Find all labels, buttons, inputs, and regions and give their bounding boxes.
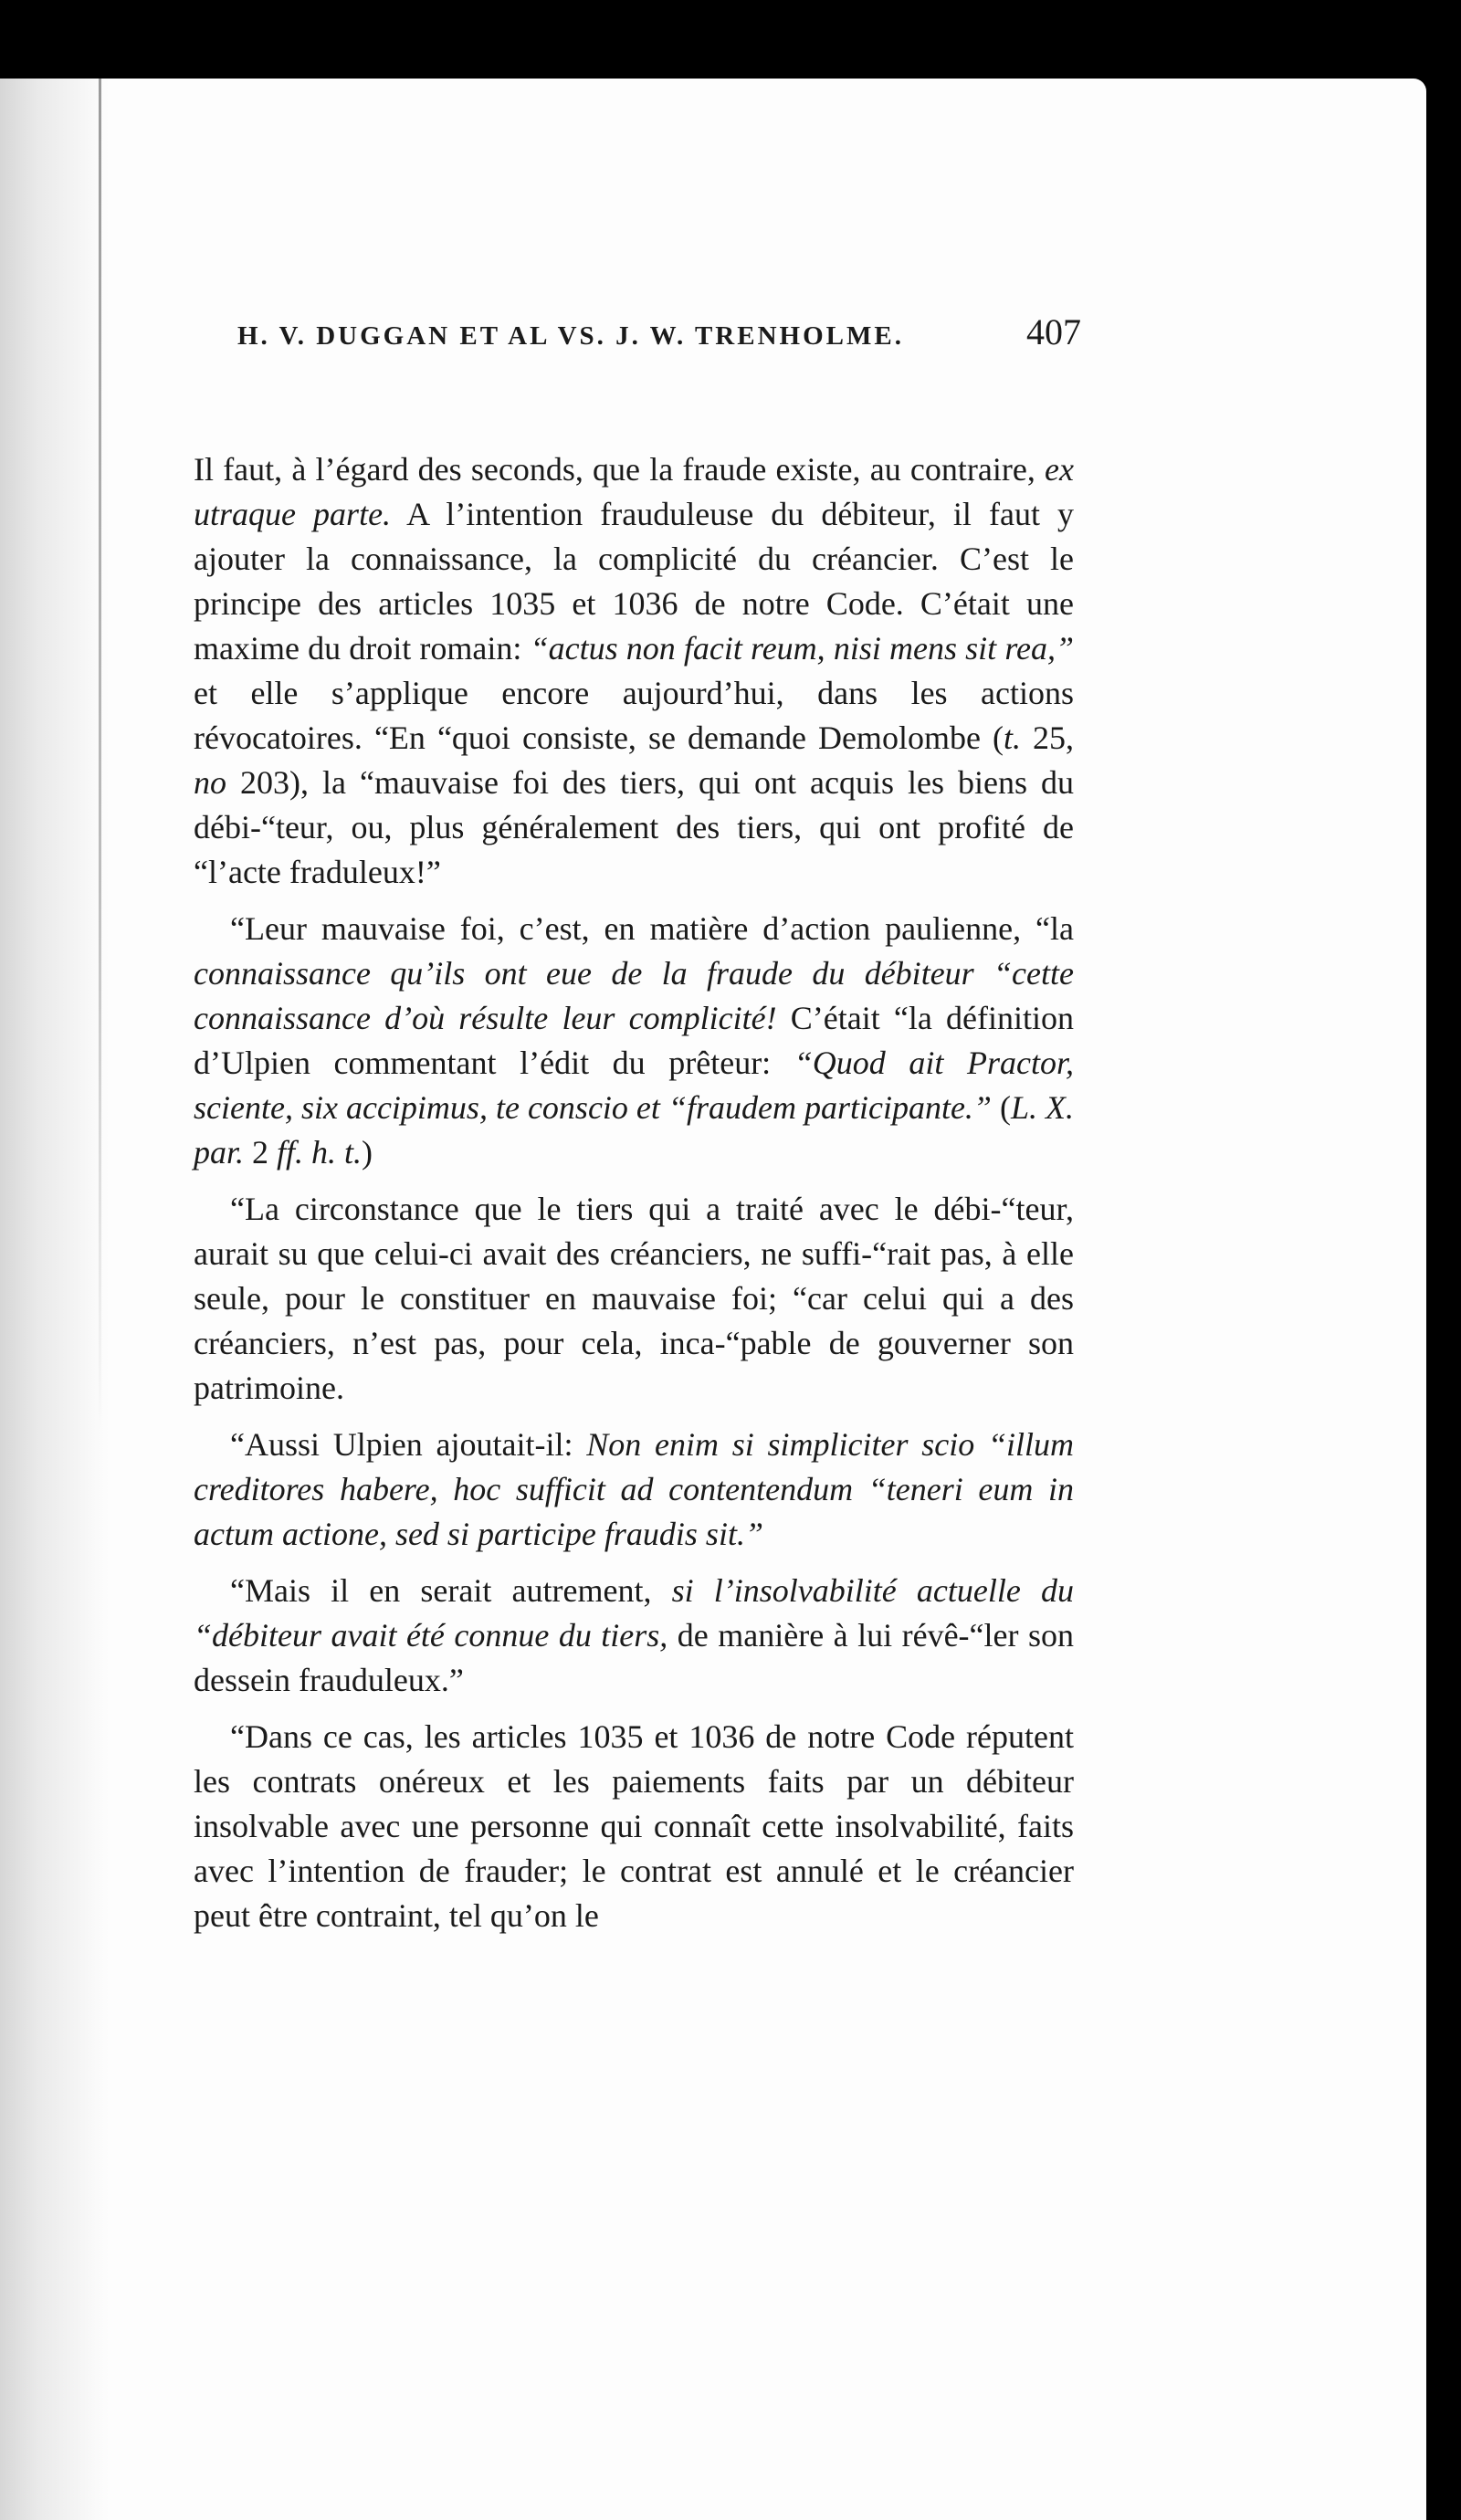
paragraph-4: “Aussi Ulpien ajoutait-il: Non enim si simpliciter scio “illum creditores habere, hoc sufficit ad contentendum “teneri eum in actum actione, sed si participe fraudis sit.” xyxy=(194,1426,1074,1552)
page-number: 407 xyxy=(1026,311,1081,352)
running-head xyxy=(237,309,1081,363)
paragraph-3: “La circonstance que le tiers qui a traité avec le débi-“teur, aurait su que celui-ci avait des créanciers, ne suffi-“rait pas, à elle seule, pour le constituer en mauvaise foi; “car celui qui a des créanciers, n’est pas, pour cela, inca-“pable de gouverner son patrimoine. xyxy=(194,1191,1074,1406)
gutter-shadow xyxy=(0,79,110,2520)
paragraph-2: “Leur mauvaise foi, c’est, en matière d’action paulienne, “la connaissance qu’ils ont eue de la fraude du débiteur “cette connaissance d’où résulte leur complicité! C’était “la définition d’Ulpien commentant l’édit du prêteur: “Quod ait Practor, sciente, six accipimus, te conscio et “fraudem participante.” (L. X. par. 2 ff. h. t.) xyxy=(194,910,1074,1171)
paragraph-6: “Dans ce cas, les articles 1035 et 1036 de notre Code réputent les contrats onéreux et les paiements faits par un débiteur insolvable avec une personne qui connaît cette insolvabilité, faits avec l’intention de frauder; le contrat est annulé et le créancier peut être contraint, tel qu’on le xyxy=(194,1718,1074,1934)
body-text xyxy=(194,447,1074,1938)
running-title: H. V. DUGGAN ET AL VS. J. W. TRENHOLME. xyxy=(237,321,904,351)
paragraph-1: Il faut, à l’égard des seconds, que la fraude existe, au contraire, ex utraque parte. A l’intention frauduleuse du débiteur, il faut y ajouter la connaissance, la complicité du créancier. C’est le principe des articles 1035 et 1036 de notre Code. C’était une maxime du droit romain: “actus non facit reum, nisi mens sit rea,” et elle s’applique encore aujourd’hui, dans les actions révocatoires. “En “quoi consiste, se demande Demolombe (t. 25, no 203), la “mauvaise foi des tiers, qui ont acquis les biens du débi-“teur, ou, plus généralement des tiers, qui ont profité de “l’acte fraduleux!” xyxy=(194,451,1075,890)
paragraph-5: “Mais il en serait autrement, si l’insolvabilité actuelle du “débiteur avait été connue du tiers, de manière à lui révê-“ler son dessein frauduleux.” xyxy=(194,1572,1075,1698)
page-fold xyxy=(99,79,101,1430)
